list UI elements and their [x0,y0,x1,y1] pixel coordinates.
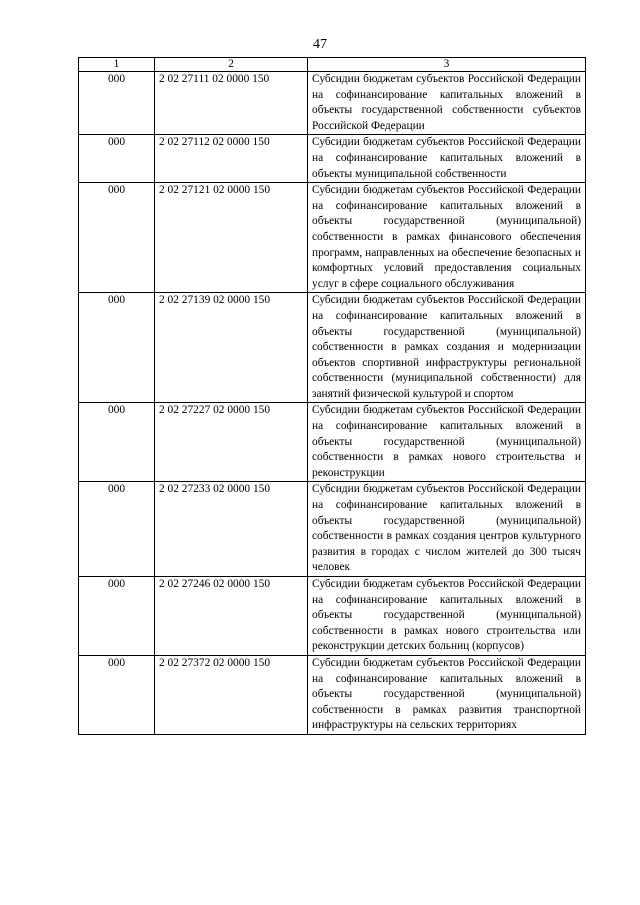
page-number: 47 [313,37,327,52]
row-description-cell: Субсидии бюджетам субъектов Российской Федерации на софинансирование капитальных вложений в объекты государственной собственности субъектов Российской Федерации [308,72,586,135]
row-kbk-cell: 2 02 27227 02 0000 150 [155,403,308,482]
row-kbk-cell: 2 02 27112 02 0000 150 [155,135,308,183]
row-code-cell: 000 [79,482,155,577]
row-code-cell: 000 [79,135,155,183]
row-code-cell: 000 [79,655,155,734]
row-code-cell: 000 [79,293,155,403]
table-row [79,183,586,293]
table-row [79,293,586,403]
row-code-cell: 000 [79,72,155,135]
row-description-cell: Субсидии бюджетам субъектов Российской Федерации на софинансирование капитальных вложений в объекты государственной (муниципальной) собственности в рамках развития транспортной инфраструктуры на сельских территориях [308,655,586,734]
row-description-cell: Субсидии бюджетам субъектов Российской Федерации на софинансирование капитальных вложений в объекты государственной (муниципальной) собственности в рамках нового строительства и реконструкции [308,403,586,482]
table-row [79,135,586,183]
table-header-row [79,58,586,72]
column-header-2: 2 [155,58,308,72]
row-kbk-cell: 2 02 27233 02 0000 150 [155,482,308,577]
row-description-cell: Субсидии бюджетам субъектов Российской Федерации на софинансирование капитальных вложений в объекты государственной (муниципальной) собственности в рамках нового строительства или реконструкции детских больниц (корпусов) [308,577,586,656]
row-description-cell: Субсидии бюджетам субъектов Российской Федерации на софинансирование капитальных вложений в объекты государственной (муниципальной) собственности в рамках создания и модернизации объектов спортивной инфраструктуры региональной собственности (муниципальной собственности) для занятий физической культурой и спортом [308,293,586,403]
row-description-cell: Субсидии бюджетам субъектов Российской Федерации на софинансирование капитальных вложений в объекты муниципальной собственности [308,135,586,183]
row-kbk-cell: 2 02 27246 02 0000 150 [155,577,308,656]
row-code-cell: 000 [79,183,155,293]
row-description-cell: Субсидии бюджетам субъектов Российской Федерации на софинансирование капитальных вложений в объекты государственной (муниципальной) собственности в рамках создания центров культурного развития в городах с числом жителей до 300 тысяч человек [308,482,586,577]
row-code-cell: 000 [79,577,155,656]
table-row [79,72,586,135]
table-body [79,58,586,735]
table-row [79,655,586,734]
column-header-3: 3 [308,58,586,72]
row-description-cell: Субсидии бюджетам субъектов Российской Федерации на софинансирование капитальных вложений в объекты государственной (муниципальной) собственности в рамках финансового обеспечения программ, направленных на обеспечение безопасных и комфортных условий предоставления социальных услуг в сфере социального обслуживания [308,183,586,293]
row-kbk-cell: 2 02 27111 02 0000 150 [155,72,308,135]
row-kbk-cell: 2 02 27139 02 0000 150 [155,293,308,403]
table-row [79,403,586,482]
column-header-1: 1 [79,58,155,72]
table-row [79,482,586,577]
table-row [79,577,586,656]
row-code-cell: 000 [79,403,155,482]
row-kbk-cell: 2 02 27372 02 0000 150 [155,655,308,734]
budget-classification-table [78,57,586,735]
row-kbk-cell: 2 02 27121 02 0000 150 [155,183,308,293]
